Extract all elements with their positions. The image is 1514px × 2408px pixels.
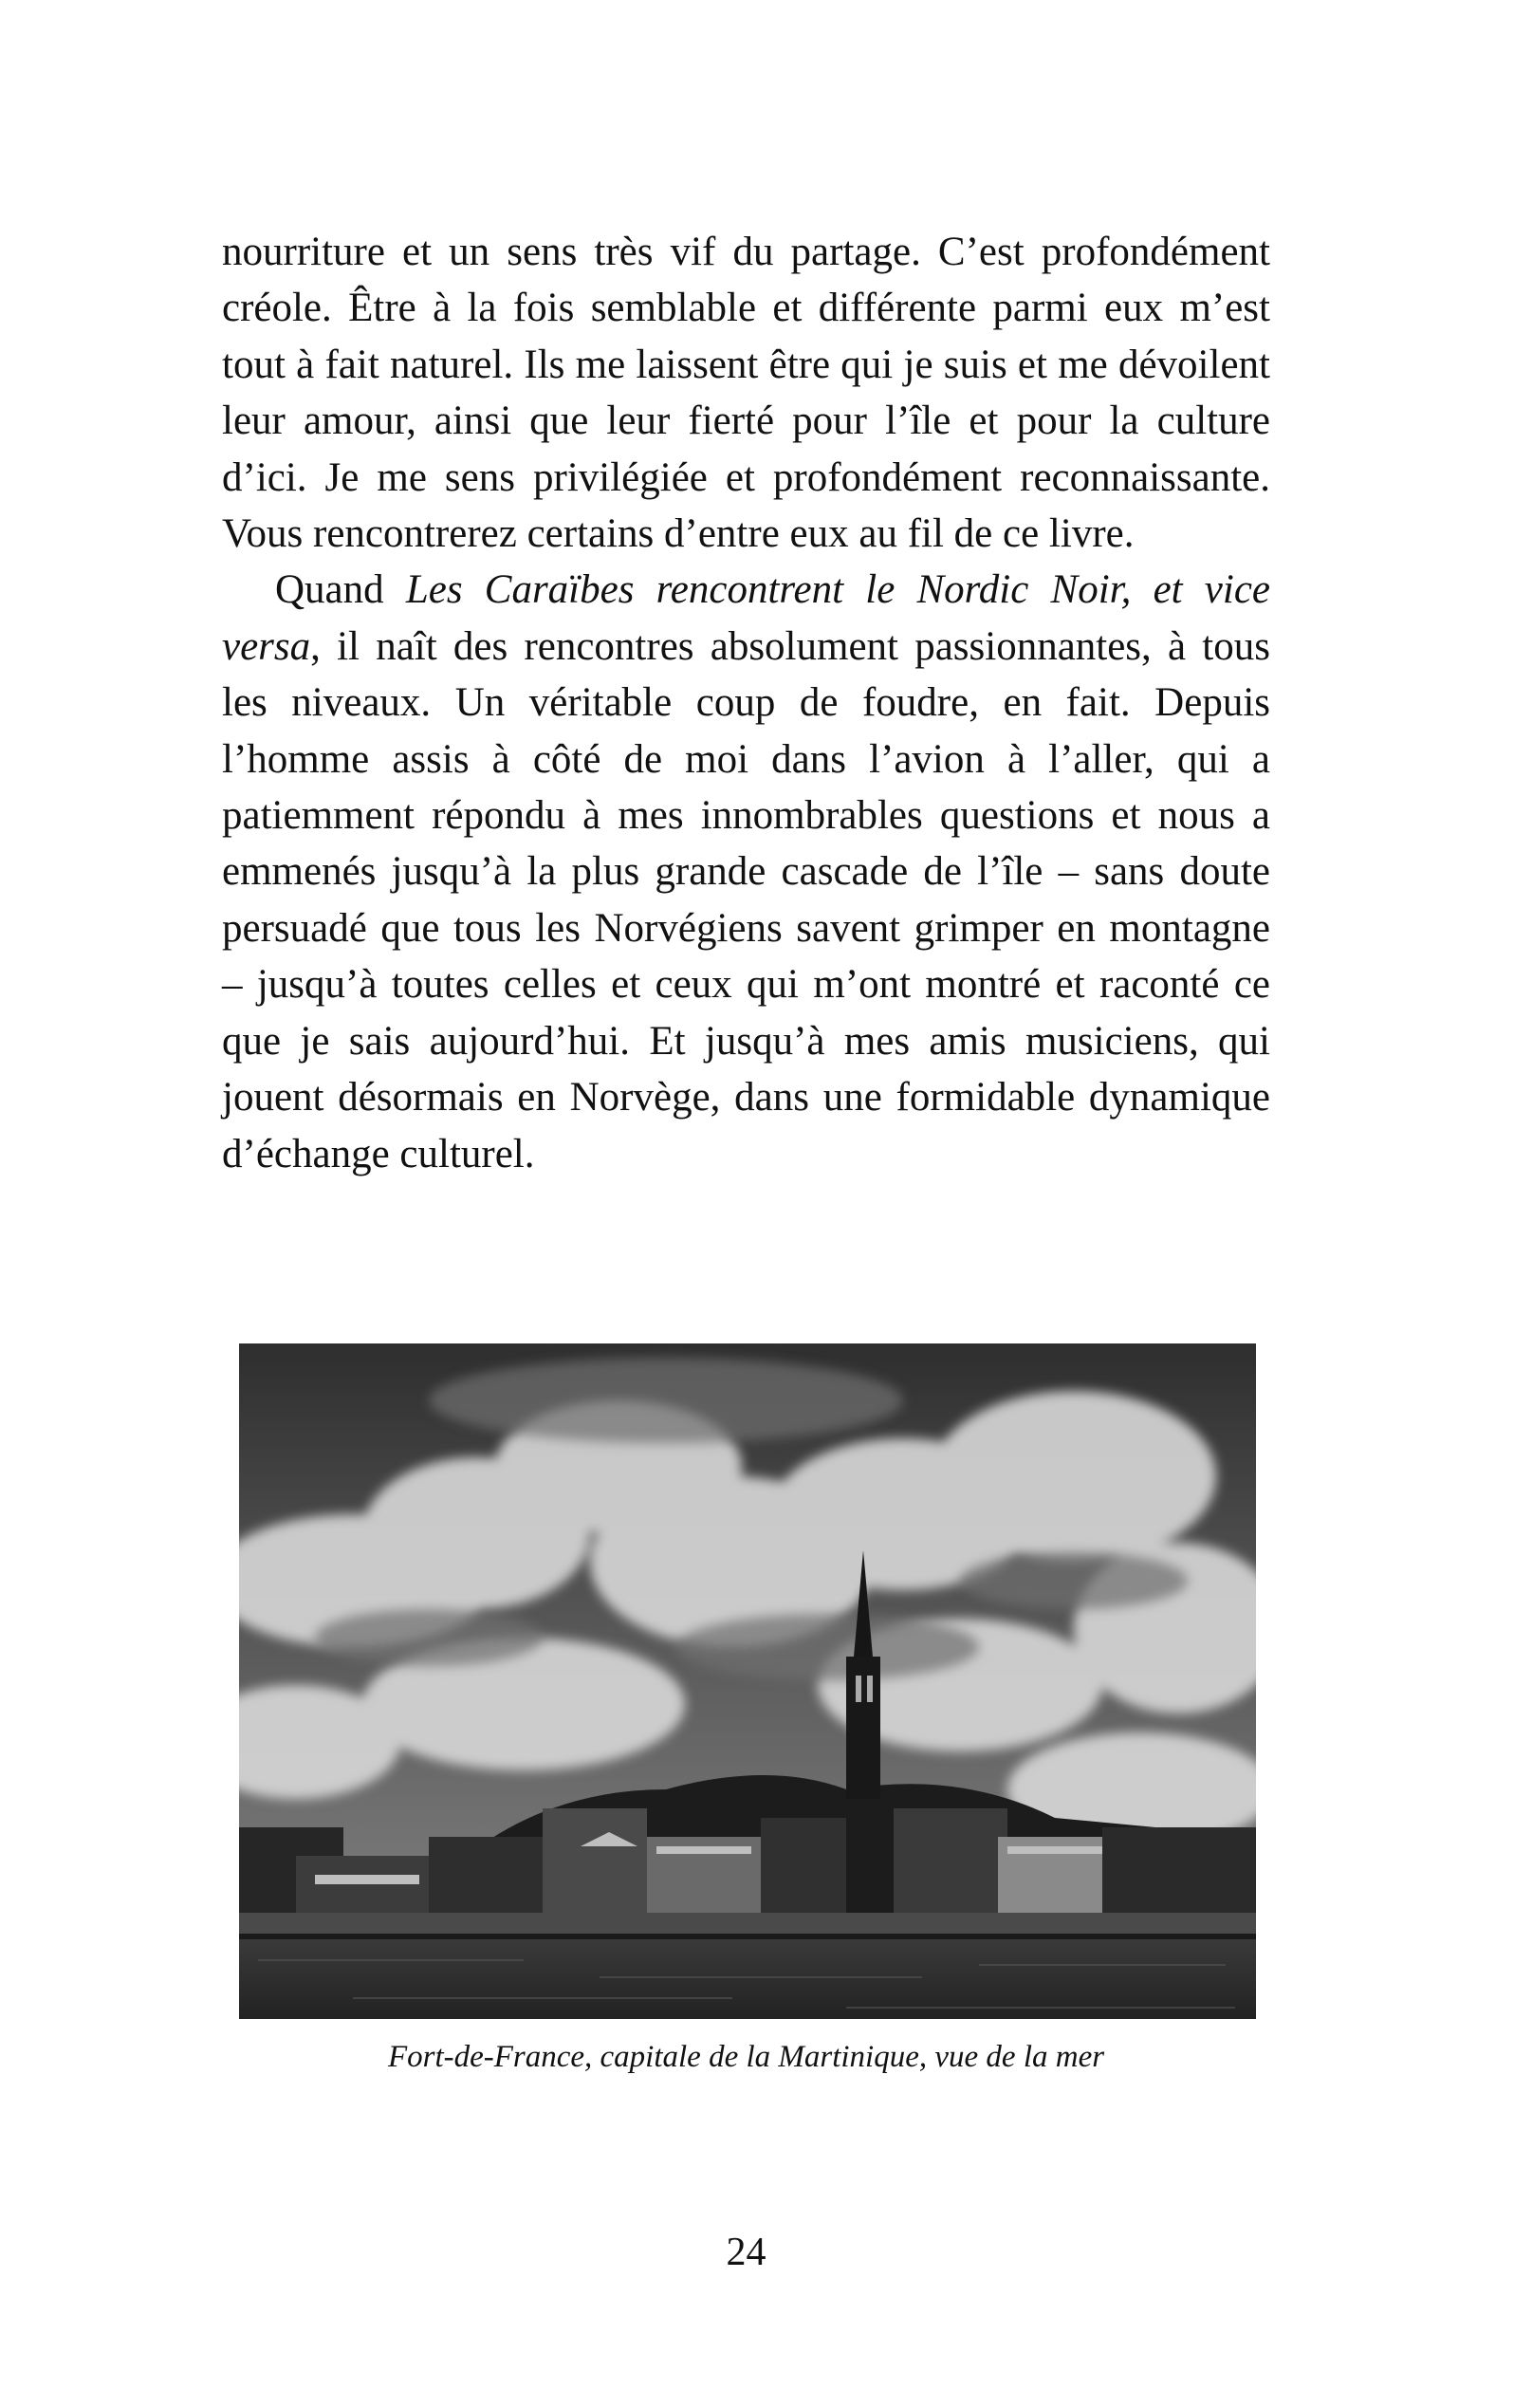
photo-illustration bbox=[239, 1343, 1256, 2019]
paragraph-2-lead: Quand bbox=[275, 567, 406, 613]
photo-fort-de-france bbox=[239, 1343, 1256, 2019]
photo-caption: Fort-de-France, capitale de la Martinique, vue de la mer bbox=[387, 2040, 1105, 2074]
paragraph-1: nourriture et un sens très vif du partage. C’est profondément créole. Être à la fois semblable et différente parmi eux m’est tout à fait naturel. Ils me laissent être qui je suis et me dévoilent leur amour, ainsi que leur fierté pour l’île et pour la culture d’ici. Je me sens privilégiée et profondément reconnaissante. Vous rencontrerez certains d’entre eux au fil de ce livre. bbox=[222, 230, 1270, 557]
book-title: Les Caraïbes rencontrent le Nordic Noir, et vice versa bbox=[222, 567, 1271, 669]
body-text bbox=[222, 224, 1270, 1182]
paragraph-2-rest: , il naît des rencontres absolument passionnantes, à tous les niveaux. Un véritable coup de foudre, en fait. Depuis l’homme assis à côté de moi dans l’avion à l’aller, qui a patiemment répondu à mes innombrables questions et nous a emmenés jusqu’à la plus grande cascade de l’île – sans doute persuadé que tous les Norvégiens savent grimper en montagne – jusqu’à toutes celles et ceux qui m’ont montré et raconté ce que je sais aujourd’hui. Et jusqu’à mes amis musiciens, qui jouent désormais en Norvège, dans une formidable dynamique d’échange culturel. bbox=[222, 623, 1270, 1176]
paragraph-2 bbox=[222, 562, 1270, 1181]
page-number: 24 bbox=[726, 2231, 766, 2274]
